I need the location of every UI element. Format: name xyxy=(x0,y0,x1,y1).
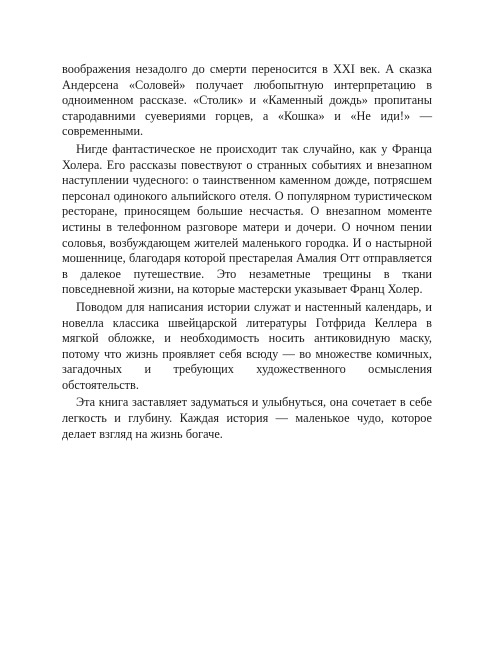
book-page xyxy=(62,62,432,442)
paragraph-2: Нигде фантастическое не происходит так случайно, как у Франца Холера. Его рассказы повествуют о странных событиях и внезапном наступлении чудесного: о таинственном каменном дожде, потрясшем персонал одинокого альпийского отеля. О популярном туристическом ресторане, приносящем большие несчастья. О внезапном моменте истины в телефонном разговоре матери и дочери. О ночном пении соловья, возбуждающем жителей маленького городка. И о настырной мошеннице, благодаря которой престарелая Амалия Отт отправляется в далекое путешествие. Это незаметные трещины в ткани повседневной жизни, на которые мастерски указывает Франц Холер. xyxy=(62,141,432,297)
paragraph-3: Поводом для написания истории служат и настенный календарь, и новелла классика швейцарской литературы Готфрида Келлера в мягкой обложке, и необходимость носить антиковидную маску, потому что жизнь проявляет себя всюду — во множестве комичных, загадочных и требующих художественного осмысления обстоятельств. xyxy=(62,299,432,392)
paragraph-1: воображения незадолго до смерти переносится в XXI век. А сказка Андерсена «Соловей» получает любопытную интерпретацию в одноименном рассказе. «Столик» и «Каменный дождь» пропитаны стародавними суевериями горцев, а «Кошка» и «Не иди!» — современными. xyxy=(62,62,432,139)
paragraph-4: Эта книга заставляет задуматься и улыбнуться, она сочетает в себе легкость и глубину. Каждая история — маленькое чудо, которое делает взгляд на жизнь богаче. xyxy=(62,395,432,441)
